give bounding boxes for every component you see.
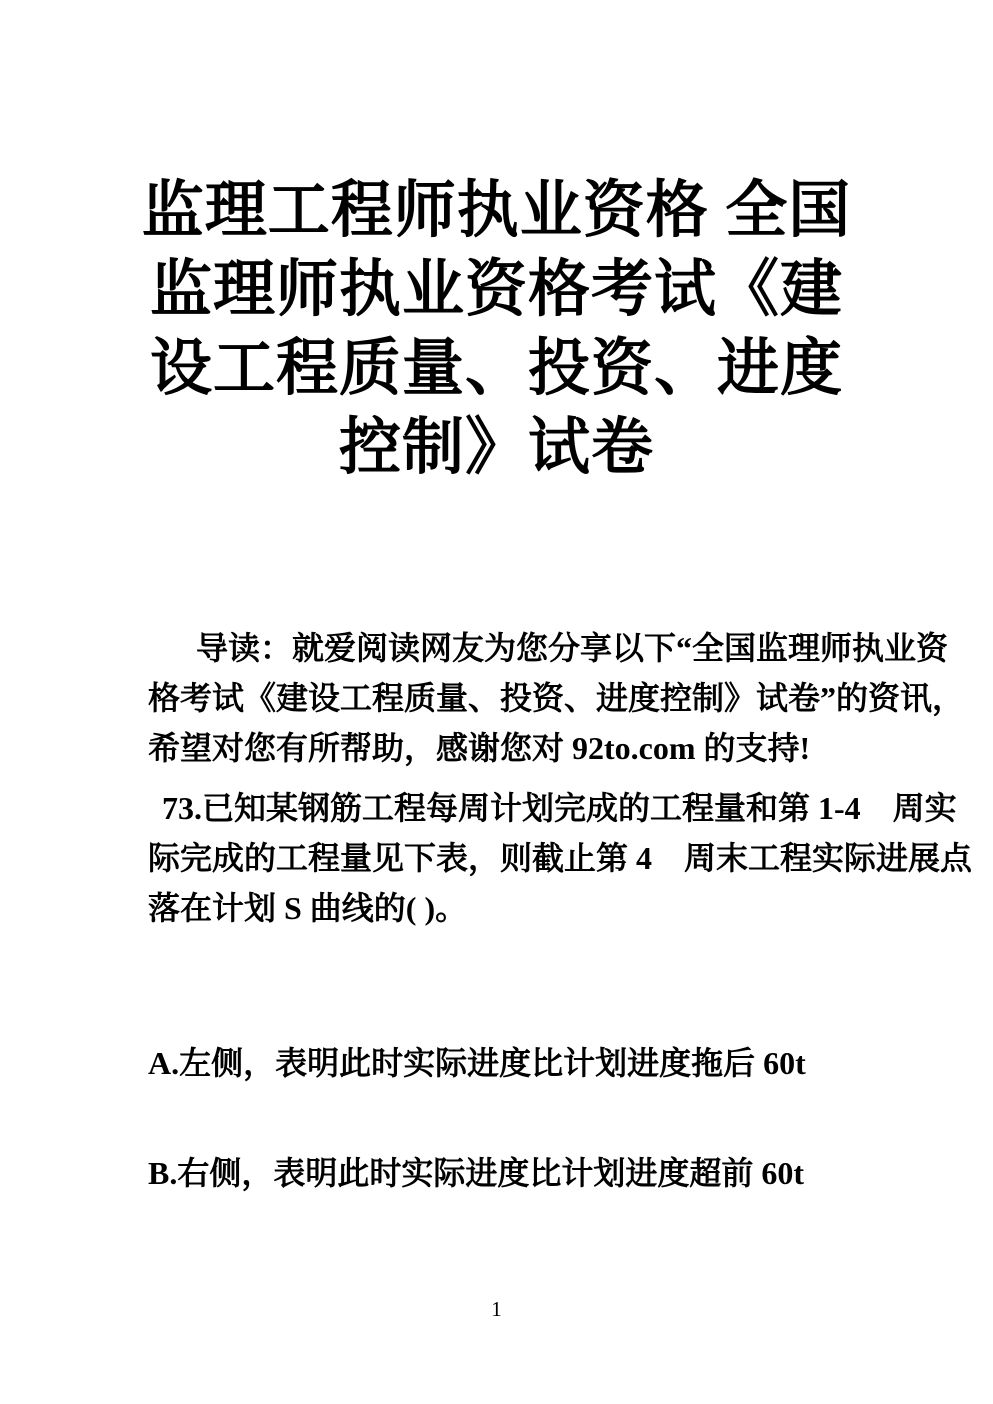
option-a: A.左侧，表明此时实际进度比计划进度拖后 60t <box>148 1045 806 1081</box>
option-b: B.右侧，表明此时实际进度比计划进度超前 60t <box>148 1155 805 1191</box>
question-paragraph <box>148 783 973 933</box>
question-line-3: 落在计划 S 曲线的( )。 <box>148 890 468 926</box>
title-line-4: 控制》试卷 <box>338 414 654 482</box>
document-title <box>0 172 993 488</box>
title-line-3: 设工程质量、投资、进度 <box>149 335 843 403</box>
intro-line-2: 格考试《建设工程质量、投资、进度控制》试卷”的资讯， <box>148 680 965 716</box>
intro-line-3: 希望对您有所帮助，感谢您对 92to.com 的支持! <box>148 730 811 766</box>
title-line-1: 监理工程师执业资格 全国 <box>141 177 852 245</box>
intro-paragraph <box>148 623 965 773</box>
page-number: 1 <box>491 1297 502 1321</box>
question-line-2: 际完成的工程量见下表，则截止第 4 周末工程实际进展点 <box>148 840 973 876</box>
question-line-1: 73.已知某钢筋工程每周计划完成的工程量和第 1-4 周实 <box>162 790 957 826</box>
intro-line-1: 导读：就爱阅读网友为您分享以下“全国监理师执业资 <box>196 630 949 666</box>
title-line-2: 监理师执业资格考试《建 <box>149 256 843 324</box>
